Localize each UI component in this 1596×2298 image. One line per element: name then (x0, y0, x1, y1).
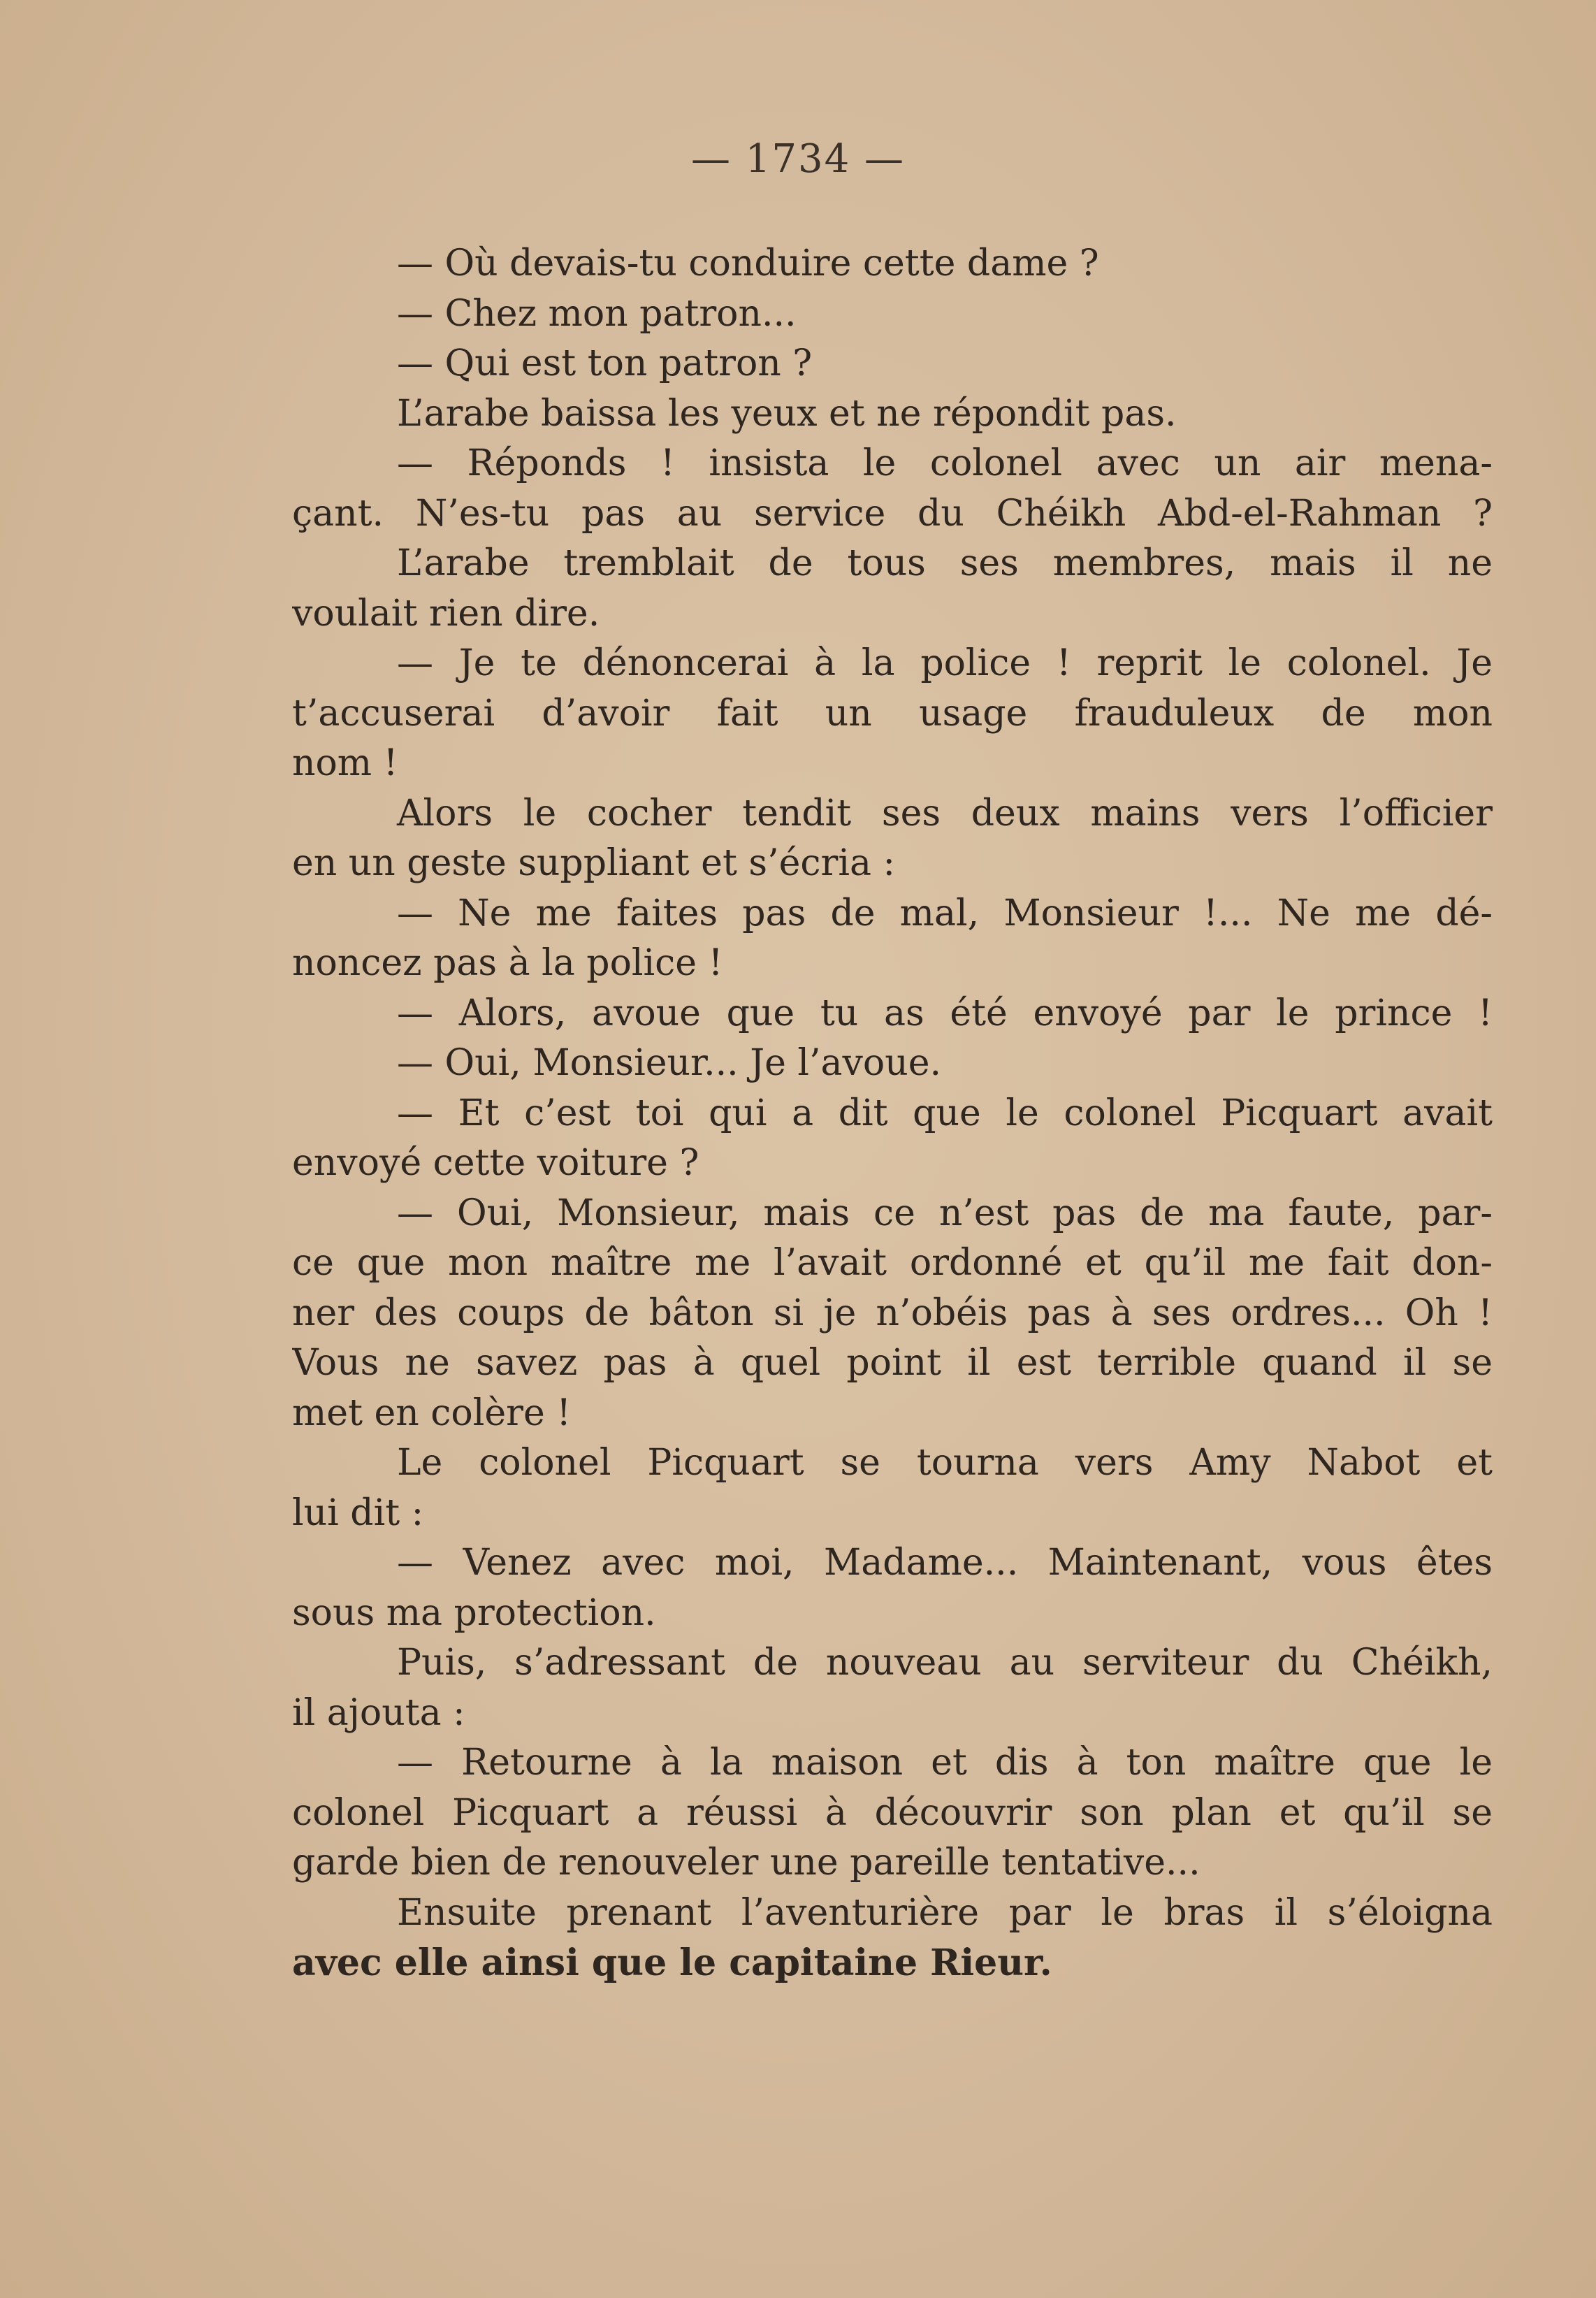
text-line: garde bien de renouveler une pareille tentative... (292, 1842, 1200, 1884)
text-line: ner des coups de bâton si je n’obéis pas à ses ordres... Oh ! (292, 1292, 1493, 1334)
text-line: envoyé cette voiture ? (292, 1142, 699, 1184)
text-line: — Chez mon patron... (397, 292, 797, 335)
text-line: Alors le cocher tendit ses deux mains vers l’officier (397, 792, 1493, 834)
text-line: Puis, s’adressant de nouveau au serviteur du Chéikh, (397, 1642, 1493, 1684)
text-line: — Venez avec moi, Madame... Maintenant, vous êtes (397, 1542, 1493, 1584)
text-line: noncez pas à la police ! (292, 942, 723, 984)
text-line: lui dit : (292, 1491, 424, 1534)
text-line: L’arabe tremblait de tous ses membres, mais il ne (397, 542, 1493, 584)
text-line: nom ! (292, 742, 398, 784)
text-line: — Ne me faites pas de mal, Monsieur !... Ne me dé- (397, 892, 1493, 934)
text-line: sous ma protection. (292, 1591, 656, 1634)
body-text (292, 239, 1493, 1988)
text-line: ce que mon maître me l’avait ordonné et qu’il me fait don- (292, 1242, 1493, 1284)
text-line: — Où devais-tu conduire cette dame ? (397, 243, 1099, 284)
text-line: colonel Picquart a réussi à découvrir son plan et qu’il se (292, 1791, 1493, 1834)
text-line: Vous ne savez pas à quel point il est terrible quand il se (292, 1342, 1493, 1384)
text-line: — Retourne à la maison et dis à ton maître que le (397, 1742, 1493, 1784)
text-line: t’accuserai d’avoir fait un usage frauduleux de mon (292, 692, 1493, 735)
text-line: — Réponds ! insista le colonel avec un air mena- (397, 442, 1493, 484)
text-line: il ajouta : (292, 1691, 465, 1734)
text-line: voulait rien dire. (292, 592, 600, 635)
text-line: Ensuite prenant l’aventurière par le bras il s’éloigna (397, 1891, 1493, 1934)
text-line: Le colonel Picquart se tourna vers Amy Nabot et (397, 1442, 1493, 1484)
text-line: — Alors, avoue que tu as été envoyé par le prince ! (397, 992, 1493, 1034)
text-line: met en colère ! (292, 1392, 572, 1434)
page-number: — 1734 — (690, 136, 906, 182)
text-line: — Qui est ton patron ? (397, 342, 813, 384)
text-line: L’arabe baissa les yeux et ne répondit pas. (397, 392, 1177, 435)
text-line: — Oui, Monsieur... Je l’avoue. (397, 1042, 942, 1084)
text-line: — Et c’est toi qui a dit que le colonel Picquart avait (397, 1092, 1493, 1134)
text-line: — Je te dénoncerai à la police ! reprit le colonel. Je (397, 642, 1493, 684)
text-line: — Oui, Monsieur, mais ce n’est pas de ma faute, par- (397, 1192, 1493, 1234)
text-line: çant. N’es-tu pas au service du Chéikh Abd-el-Rahman ? (292, 492, 1493, 535)
text-line: avec elle ainsi que le capitaine Rieur. (292, 1942, 1052, 1984)
text-line: en un geste suppliant et s’écria : (292, 842, 896, 884)
